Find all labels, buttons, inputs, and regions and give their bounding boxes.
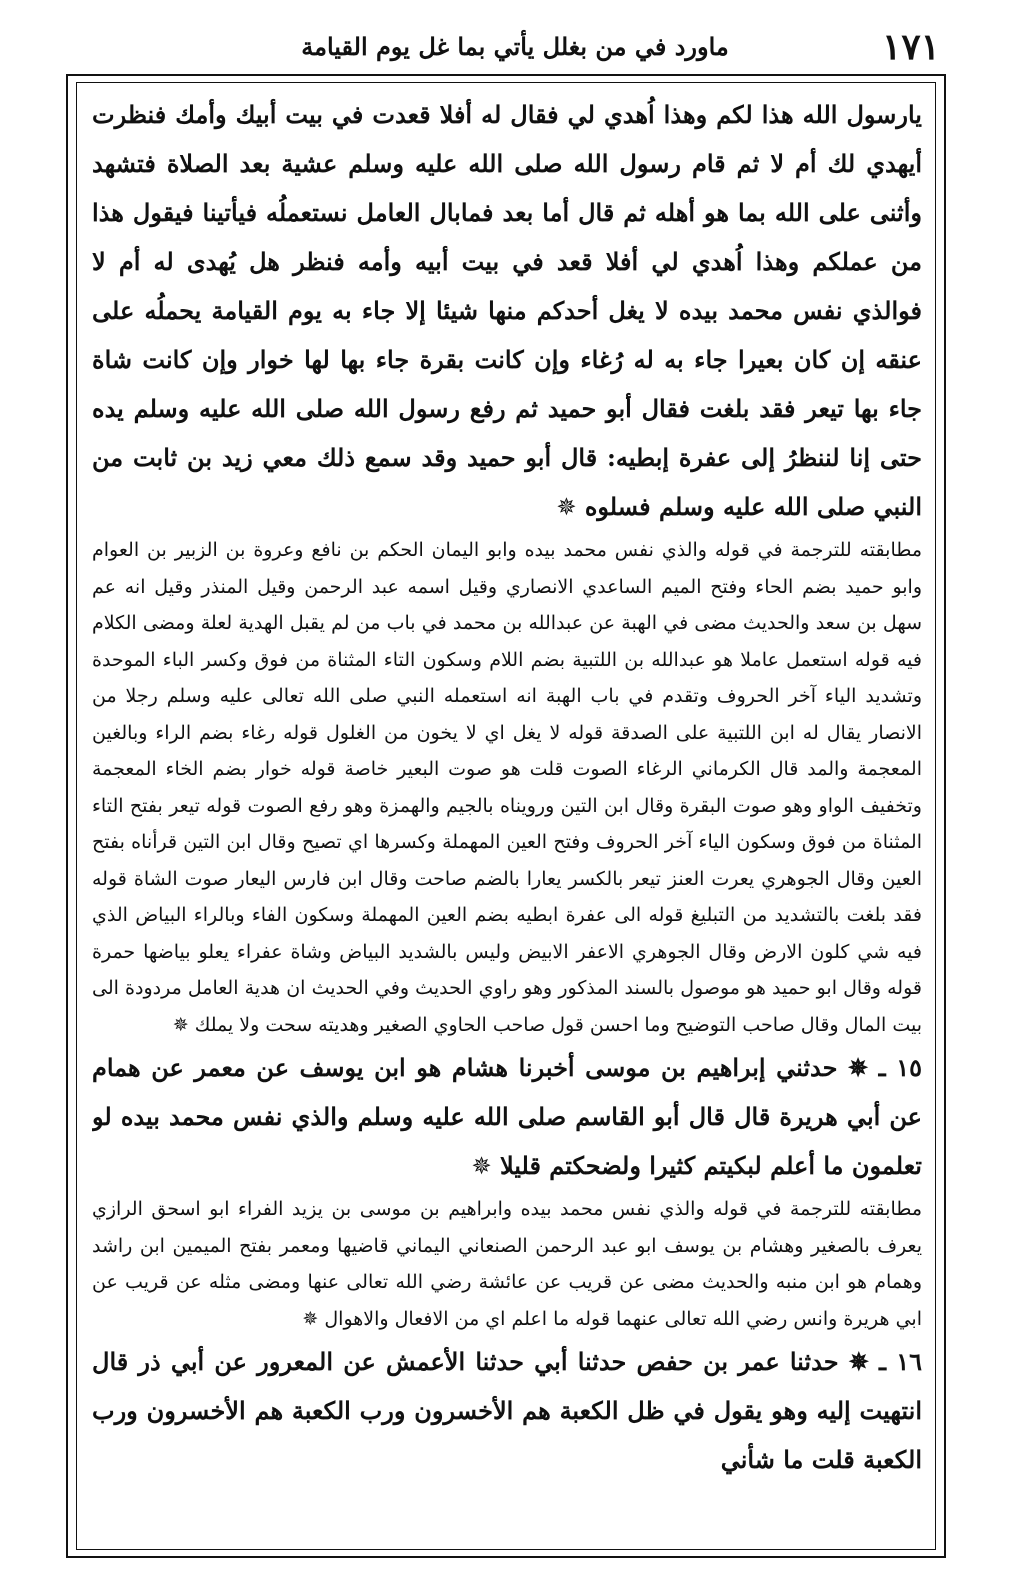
end-mark: ✵ xyxy=(172,1013,189,1036)
hadith-text-15: ١٥ ـ ✵ حدثني إبراهيم بن موسى أخبرنا هشام هو ابن يوسف عن معمر عن همام عن أبي هريرة قال قال أبو القاسم صلى الله عليه وسلم والذي نفس محمد بيده لو تعلمون ما أعلم لبكيتم كثيرا ولضحكتم قليلا ✵ xyxy=(92,1053,922,1180)
page-header xyxy=(90,22,940,72)
hadith-text-16: ١٦ ـ ✵ حدثنا عمر بن حفص حدثنا أبي حدثنا الأعمش عن المعرور عن أبي ذر قال انتهيت إليه وهو يقول في ظل الكعبة هم الأخسرون ورب الكعبة هم الأخسرون ورب الكعبة قلت ما شأني xyxy=(92,1347,922,1474)
commentary-text-1: مطابقته للترجمة في قوله والذي نفس محمد بيده وابو اليمان الحكم بن نافع وعروة بن الزبير بن العوام وابو حميد بضم الحاء وفتح الميم الساعدي الانصاري وقيل اسمه عبد الرحمن وقيل المنذر وقيل انه عم سهل بن سعد والحديث مضى في الهبة عن عبدالله بن محمد في باب من لم يقبل الهدية لعلة ومضى الكلام فيه قوله استعمل عاملا هو عبدالله بن اللتبية بضم اللام وسكون التاء المثناة من فوق وكسر الباء الموحدة وتشديد الياء آخر الحروف وتقدم في باب الهبة انه استعمله النبي صلى الله تعالى عليه وسلم رجلا من الانصار يقال له ابن اللتبية على الصدقة قوله لا يغل اي لا يخون من الغلول قوله رغاء بضم الراء وبالغين المعجمة والمد قال الكرماني الرغاء الصوت قلت هو صوت البعير خاصة قوله خوار بضم الخاء المعجمة وتخفيف الواو وهو صوت البقرة وقال ابن التين ورويناه بالجيم والهمزة وهو رفع الصوت قوله تيعر بفتح التاء المثناة من فوق وسكون الياء آخر الحروف وفتح العين المهملة وكسرها اي تصيح وقال ابن التين قرأناه بفتح العين وقال الجوهري يعرت العنز تيعر بالكسر يعارا بالضم صاحت وقال ابن فارس اليعار صوت الشاة قوله فقد بلغت بالتشديد من التبليغ قوله الى عفرة ابطيه بضم العين المهملة وسكون الفاء وبالراء البياض الذي فيه شي كلون الارض وقال الجوهري الاعفر الابيض وليس بالشديد البياض وشاة عفراء يعلو بياضها حمرة قوله وقال ابو حميد هو موصول بالسند المذكور وهو راوي الحديث وفي الحديث ان هدية العامل مردودة الى بيت المال وقال صاحب التوضيح وما احسن قول صاحب الحاوي الصغير وهديته سحت ولا يملك ✵ xyxy=(92,539,922,1036)
end-mark: ✵ xyxy=(302,1307,319,1330)
running-title: ماورد في من بغلل يأتي بما غل يوم القيامة xyxy=(301,32,729,61)
end-mark: ✵ xyxy=(471,1152,492,1180)
commentary-text-15: مطابقته للترجمة في قوله والذي نفس محمد بيده وابراهيم بن موسى بن يزيد الفراء ابو اسحق الرازي يعرف بالصغير وهشام بن يوسف ابو عبد الرحمن الصنعاني اليماني قاضيها ومعمر بفتح الميمين ابن راشد وهمام هو ابن منبه والحديث مضى عن قريب عن عائشة رضي الله تعالى عنها ومضى مثله عن قريب عن ابي هريرة وانس رضي الله تعالى عنهما قوله ما اعلم اي من الافعال والاهوال ✵ xyxy=(92,1198,922,1330)
page-body xyxy=(92,90,922,1545)
hadith-text-1: يارسول الله هذا لكم وهذا اُهدي لي فقال له أفلا قعدت في بيت أبيك وأمك فنظرت أيهدي لك أم لا ثم قام رسول الله صلى الله عليه وسلم عشية بعد الصلاة فتشهد وأثنى على الله بما هو أهله ثم قال أما بعد فمابال العامل نستعملُه فيأتينا فيقول هذا من عملكم وهذا اُهدي لي أفلا قعد في بيت أبيه وأمه فنظر هل يُهدى له أم لا فوالذي نفس محمد بيده لا يغل أحدكم منها شيئا إلا جاء به يوم القيامة يحملُه على عنقه إن كان بعيرا جاء به له رُغاء وإن كانت بقرة جاء بها لها خوار وإن كانت شاة جاء بها تيعر فقد بلغت فقال أبو حميد ثم رفع رسول الله صلى الله عليه وسلم يده حتى إنا لننظرُ إلى عفرة إبطيه: قال أبو حميد وقد سمع ذلك معي زيد بن ثابت من النبي صلى الله عليه وسلم فسلوه ✵ xyxy=(92,100,922,521)
end-mark: ✵ xyxy=(556,493,577,521)
page-number: ١٧١ xyxy=(881,26,940,68)
